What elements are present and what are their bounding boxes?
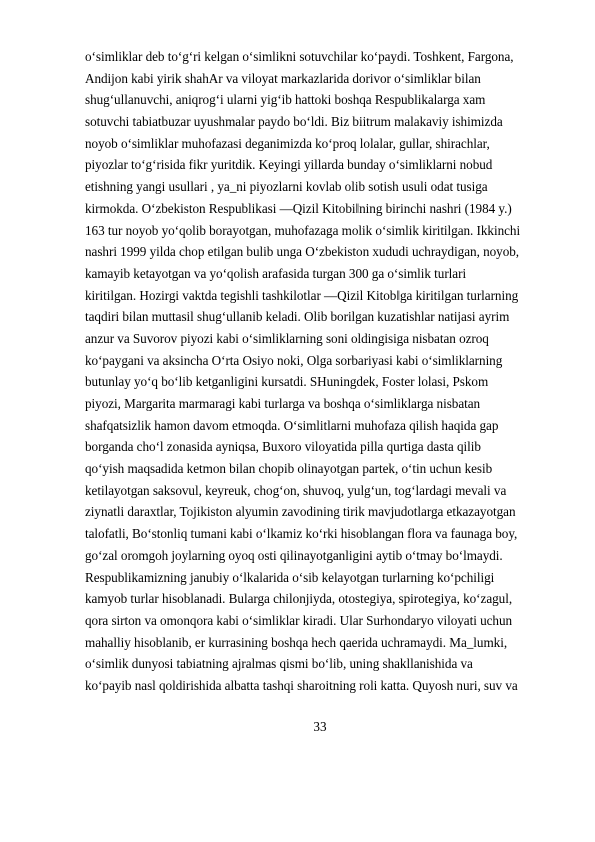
page-number: 33 — [313, 719, 327, 734]
text-line: go‘zal oromgoh joylarning oyoq osti qilinayotganligini aytib o‘tmay bo‘lmaydi. — [85, 547, 503, 563]
text-line: noyob o‘simliklar muhofazasi deganimizda ko‘proq lolalar, gullar, shirachlar, — [85, 135, 490, 151]
text-line: qora sirton va omonqora kabi o‘simliklar kiradi. Ular Surhondaryo viloyati uchun — [85, 612, 513, 628]
text-line: kamyob turlar hisoblanadi. Bularga chilonjiyda, otostegiya, spirotegiya, ko‘zagul, — [85, 591, 513, 607]
body-text — [85, 46, 555, 697]
text-line: mahalliy hisoblanib, er kurrasining boshqa hech qaerida uchramaydi. Ma_lumki, — [85, 634, 508, 650]
text-line: kiritilgan. Hozirgi vaktda tegishli tashkilotlar ―Qizil Kitob‖ga kiritilgan turlarning — [85, 287, 519, 303]
text-line: piyozlar to‘g‘risida fikr yuritdik. Keyingi yillarda bunday o‘simliklarni nobud — [85, 157, 493, 173]
text-line: ketilayotgan saksovul, keyreuk, chog‘on, shuvoq, yulg‘un, tog‘lardagi mevali va — [85, 482, 507, 498]
text-line: piyozi, Margarita marmaragi kabi turlarga va boshqa o‘simliklarga nisbatan — [85, 396, 481, 411]
text-line: qo‘yish maqsadida ketmon bilan chopib olinayotgan partek, o‘tin uchun kesib — [85, 461, 493, 477]
text-line: kamayib ketayotgan va yo‘qolish arafasida turgan 300 ga o‘simlik turlari — [85, 265, 467, 281]
text-line: borganda cho‘l zonasida ayniqsa, Buxoro viloyatida pilla qurtiga dasta qilib — [85, 439, 481, 455]
text-line: kirmokda. O‘zbekiston Respublikasi ―Qizil Kitobi‖ning birinchi nashri (1984 y.) — [85, 200, 512, 216]
text-line: anzur va Suvorov piyozi kabi o‘simliklarning soni oldingisiga nisbatan ozroq — [85, 330, 489, 346]
text-line: butunlay yo‘q bo‘lib ketganligini kursatdi. SHuningdek, Foster lolasi, Pskom — [85, 374, 489, 390]
text-line: sotuvchi tabiatbuzar uyushmalar paydo bo‘ldi. Biz biitrum malakaviy ishimizda — [85, 114, 503, 130]
text-line: 163 tur noyob yo‘qolib borayotgan, muhofazaga molik o‘simlik kiritilgan. Ikkinchi — [85, 222, 521, 238]
text-line: o‘simliklar deb to‘g‘ri kelgan o‘simlikni sotuvchilar ko‘paydi. Toshkent, Fargona, — [85, 49, 514, 64]
text-line: Respublikamizning janubiy o‘lkalarida o‘sib kelayotgan turlarning ko‘pchiligi — [85, 569, 495, 585]
text-line: shafqatsizlik hamon davom etmoqda. O‘simlitlarni muhofaza qilish haqida gap — [85, 417, 499, 433]
text-line: Andijon kabi yirik shahAr va viloyat markazlarida dorivor o‘simliklar bilan — [85, 70, 481, 86]
text-line: taqdiri bilan muttasil shug‘ullanib keladi. Olib borilgan kuzatishlar natijasi ayrim — [85, 309, 510, 325]
text-line: talofatli, Bo‘stonliq tumani kabi o‘lkamiz ko‘rki hisoblangan flora va faunaga boy, — [85, 526, 518, 542]
text-line: etishning yangi usullari , ya_ni piyozlarni kovlab olib sotish usuli odat tusiga — [85, 179, 488, 195]
text-line: ziynatli daraxtlar, Tojikiston alyumin zavodining tirik mavjudotlarga etkazayotgan — [85, 504, 516, 520]
text-line: ko‘paygani va aksincha O‘rta Osiyo noki, Olga sorbariyasi kabi o‘simliklarning — [85, 352, 503, 368]
text-line: nashri 1999 yilda chop etilgan bulib unga O‘zbekiston xududi uchraydigan, noyob, — [85, 244, 520, 260]
text-line: shug‘ullanuvchi, aniqrog‘i ularni yig‘ib hattoki boshqa Respublikalarga xam — [85, 92, 486, 108]
text-line: o‘simlik dunyosi tabiatning ajralmas qismi bo‘lib, uning shakllanishida va — [85, 656, 473, 672]
text-line: ko‘payib nasl qoldirishida albatta tashqi sharoitning roli katta. Quyosh nuri, suv va — [85, 677, 518, 693]
